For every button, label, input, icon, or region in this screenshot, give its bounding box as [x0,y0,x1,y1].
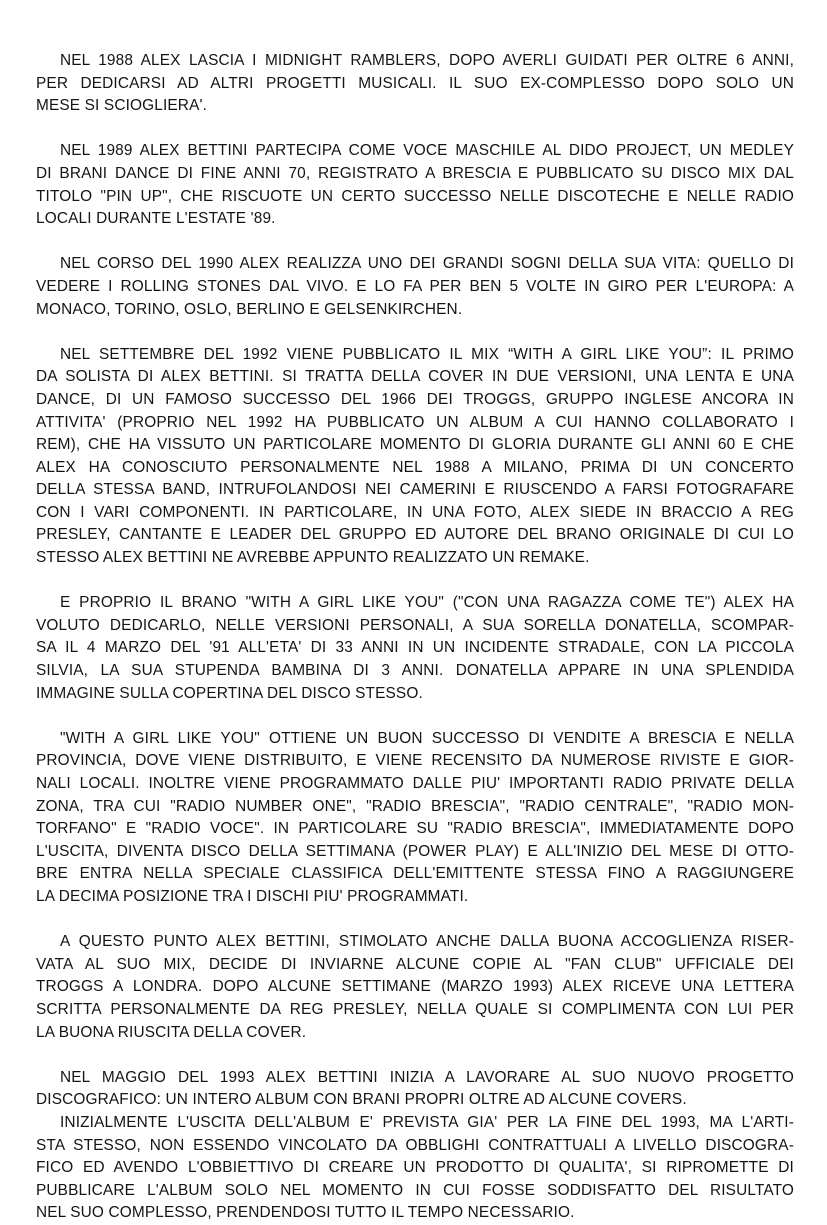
paragraph-gap [36,1044,794,1067]
text-line: PER DEDICARSI AD ALTRI PROGETTI MUSICALI. IL SUO EX-COMPLESSO DOPO SOLO UN [36,74,794,92]
text-line: "WITH A GIRL LIKE YOU" OTTIENE UN BUON SUCCESSO DI VENDITE A BRESCIA E NELLA [60,729,794,747]
paragraph-gap [36,231,794,254]
text-line: DA SOLISTA DI ALEX BETTINI. SI TRATTA DELLA COVER IN DUE VERSIONI, UNA LENTA E UNA [36,368,794,386]
paragraph-fan-club [36,931,794,1044]
text-line: NEL 1988 ALEX LASCIA I MIDNIGHT RAMBLERS, DOPO AVERLI GUIDATI PER OLTRE 6 ANNI, [60,52,794,69]
paragraph-success [36,728,794,909]
text-line: VATA AL SUO MIX, DECIDE DI INVIARNE ALCUNE COPIE AL "FAN CLUB" UFFICIALE DEI [36,955,794,973]
text-line: SILVIA, LA SUA STUPENDA BAMBINA DI 3 ANNI. DONATELLA APPARE IN UNA SPLENDIDA [36,662,794,680]
paragraph-1988 [36,50,794,118]
text-line: LOCALI DURANTE L'ESTATE '89. [36,210,276,228]
text-line: DISCOGRAFICO: UN INTERO ALBUM CON BRANI PROPRI OLTRE AD ALCUNE COVERS. [36,1091,687,1109]
text-line: MESE SI SCIOGLIERA'. [36,97,208,115]
text-line: A QUESTO PUNTO ALEX BETTINI, STIMOLATO ANCHE DALLA BUONA ACCOGLIENZA RISER- [60,933,794,951]
paragraph-gap [36,705,794,728]
paragraph-1990 [36,253,794,321]
text-line: NEL MAGGIO DEL 1993 ALEX BETTINI INIZIA A LAVORARE AL SUO NUOVO PROGETTO [60,1068,794,1086]
text-line: E PROPRIO IL BRANO "WITH A GIRL LIKE YOU" ("CON UNA RAGAZZA COME TE") ALEX HA [60,594,794,612]
text-line: TORFANO" E "RADIO VOCE". IN PARTICOLARE SU "RADIO BRESCIA", IMMEDIATAMENTE DOPO [36,820,794,838]
document-page [36,50,794,1225]
text-line: TITOLO "PIN UP", CHE RISCUOTE UN CERTO SUCCESSO NELLE DISCOTECHE E NELLE RADIO [36,187,794,205]
text-line: VEDERE I ROLLING STONES DAL VIVO. E LO FA PER BEN 5 VOLTE IN GIRO PER L'EUROPA: A [36,277,794,295]
text-line: PUBBLICARE L'ALBUM SOLO NEL MOMENTO IN CUI FOSSE SODDISFATTO DEL RISULTATO [36,1181,794,1199]
text-line: ATTIVITA' (PROPRIO NEL 1992 HA PUBBLICATO UN ALBUM A CUI HANNO COLLABORATO I [36,413,794,431]
text-line: FICO ED AVENDO L'OBBIETTIVO DI CREARE UN PRODOTTO DI QUALITA', SI RIPROMETTE DI [36,1159,794,1177]
paragraph-1989 [36,140,794,230]
text-line: NALI LOCALI. INOLTRE VIENE PROGRAMMATO DALLE PIU' IMPORTANTI RADIO PRIVATE DELLA [36,775,794,792]
text-line: TROGGS A LONDRA. DOPO ALCUNE SETTIMANE (MARZO 1993) ALEX RICEVE UNA LETTERA [36,978,794,996]
text-line: DI BRANI DANCE DI FINE ANNI 70, REGISTRATO A BRESCIA E PUBBLICATO SU DISCO MIX DAL [36,164,794,182]
paragraph-gap [36,909,794,932]
text-line: CON I VARI COMPONENTI. IN PARTICOLARE, IN UNA FOTO, ALEX SIEDE IN BRACCIO A REG [36,503,794,521]
text-line: REM), CHE HA VISSUTO UN PARTICOLARE MOMENTO DI GLORIA DURANTE GLI ANNI 60 E CHE [36,436,794,454]
text-line: INIZIALMENTE L'USCITA DELL'ALBUM E' PREVISTA GIA' PER LA FINE DEL 1993, MA L'ARTI- [60,1113,794,1131]
paragraph-gap [36,570,794,593]
paragraph-dedication [36,592,794,705]
text-line: DELLA STESSA BAND, INTRUFOLANDOSI NEI CAMERINI E RIUSCENDO A FARSI FOTOGRAFARE [36,481,794,499]
paragraph-gap [36,118,794,141]
text-line: BRE ENTRA NELLA SPECIALE CLASSIFICA DELL'EMITTENTE STESSA FINO A RAGGIUNGERE [36,865,794,883]
paragraph-1993 [36,1067,794,1225]
text-line: ALEX HA CONOSCIUTO PERSONALMENTE NEL 1988 A MILANO, PRIMA DI UN CONCERTO [36,458,794,476]
text-line: NEL CORSO DEL 1990 ALEX REALIZZA UNO DEI GRANDI SOGNI DELLA SUA VITA: QUELLO DI [60,255,794,273]
text-line: DANCE, DI UN FAMOSO SUCCESSO DEL 1966 DEI TROGGS, GRUPPO INGLESE ANCORA IN [36,390,794,408]
text-line: NEL SETTEMBRE DEL 1992 VIENE PUBBLICATO IL MIX “WITH A GIRL LIKE YOU”: IL PRIMO [60,345,794,363]
text-line: SCRITTA PERSONALMENTE DA REG PRESLEY, NELLA QUALE SI COMPLIMENTA CON LUI PER [36,1000,794,1018]
text-line: MONACO, TORINO, OSLO, BERLINO E GELSENKIRCHEN. [36,300,463,318]
text-line: LA BUONA RIUSCITA DELLA COVER. [36,1023,307,1041]
paragraph-gap [36,321,794,344]
text-line: ZONA, TRA CUI "RADIO NUMBER ONE", "RADIO BRESCIA", "RADIO CENTRALE", "RADIO MON- [36,797,794,815]
text-line: PROVINCIA, DOVE VIENE DISTRIBUITO, E VIENE RECENSITO DA NUMEROSE RIVISTE E GIOR- [36,752,794,770]
paragraph-1992 [36,344,794,570]
text-line: L'USCITA, DIVENTA DISCO DELLA SETTIMANA (POWER PLAY) E ALL'INIZIO DEL MESE DI OTTO- [36,842,794,860]
text-line: NEL 1989 ALEX BETTINI PARTECIPA COME VOCE MASCHILE AL DIDO PROJECT, UN MEDLEY [60,142,794,160]
text-line: STA STESSO, NON ESSENDO VINCOLATO DA OBBLIGHI CONTRATTUALI A LIVELLO DISCOGRA- [36,1136,794,1154]
text-line: SA IL 4 MARZO DEL '91 ALL'ETA' DI 33 ANNI IN UN INCIDENTE STRADALE, CON LA PICCOLA [36,639,794,657]
text-line: IMMAGINE SULLA COPERTINA DEL DISCO STESSO. [36,684,423,702]
text-line: PRESLEY, CANTANTE E LEADER DEL GRUPPO ED AUTORE DEL BRANO ORIGINALE DI CUI LO [36,526,794,544]
text-line: NEL SUO COMPLESSO, PRENDENDOSI TUTTO IL TEMPO NECESSARIO. [36,1204,575,1222]
text-line: LA DECIMA POSIZIONE TRA I DISCHI PIU' PROGRAMMATI. [36,887,469,905]
text-line: STESSO ALEX BETTINI NE AVREBBE APPUNTO REALIZZATO UN REMAKE. [36,549,590,567]
text-line: VOLUTO DEDICARLO, NELLE VERSIONI PERSONALI, A SUA SORELLA DONATELLA, SCOMPAR- [36,616,794,634]
